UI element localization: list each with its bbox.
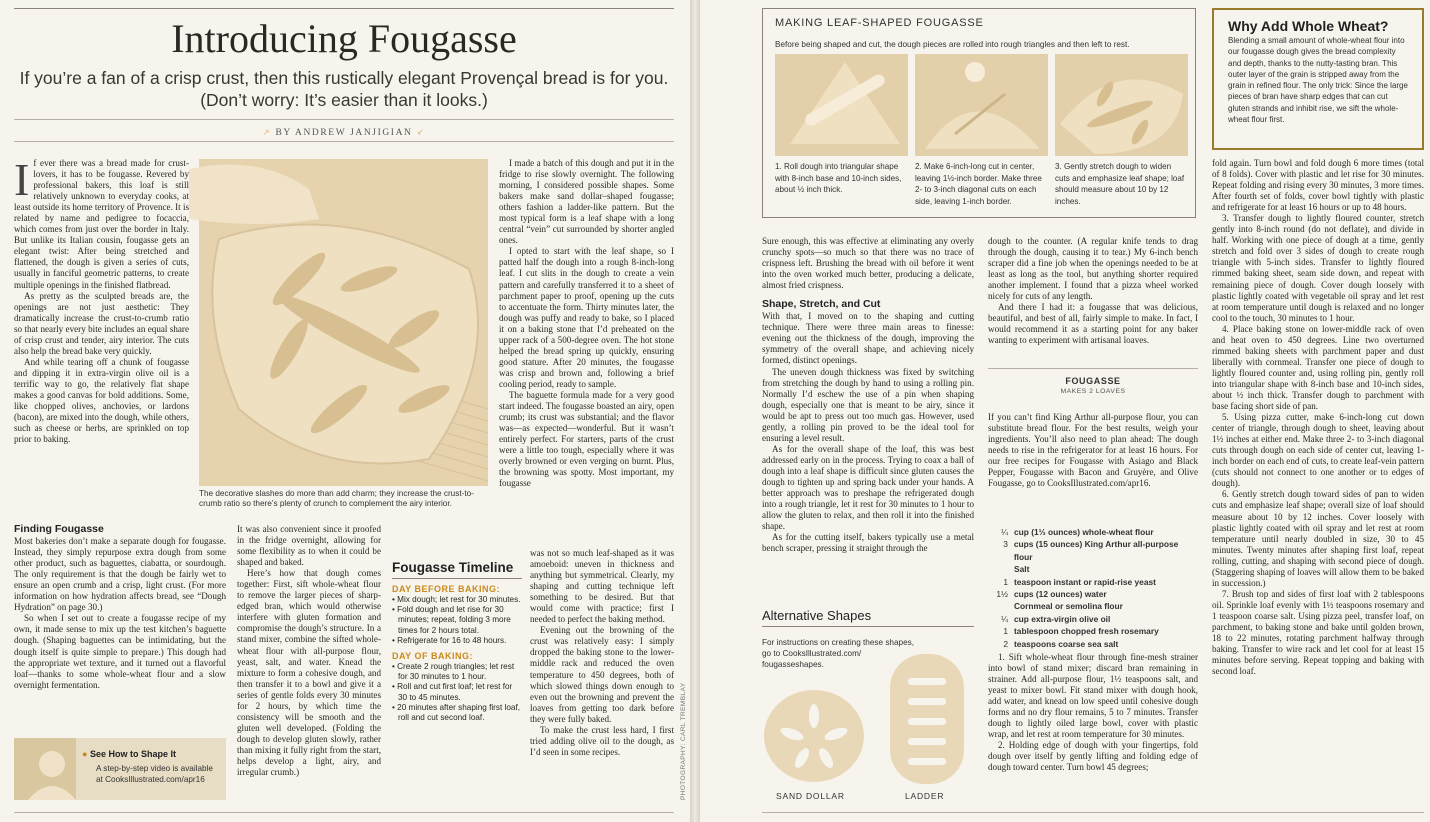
ladder-shape-icon bbox=[882, 650, 972, 788]
paragraph: With that, I moved on to the shaping and cutting technique. There were three main areas to finesse: evening out the thickness of the dough, improving the symmetry of the overall shape, and achieving nicely formed, distinct openings. bbox=[762, 311, 974, 366]
sand-dollar-label: SAND DOLLAR bbox=[776, 791, 845, 801]
ingredient-row bbox=[988, 538, 1198, 563]
paragraph: It was also convenient since it proofed in the fridge overnight, allowing for some flexibility as to when it could be shaped and baked. bbox=[237, 524, 381, 568]
video-title: See How to Shape It bbox=[89, 749, 176, 759]
page-gutter bbox=[690, 0, 700, 822]
ingredient-text: tablespoon chopped fresh rosemary bbox=[1014, 626, 1159, 637]
ingredient-text: teaspoons coarse sea salt bbox=[1014, 638, 1119, 649]
column-4-lower bbox=[530, 548, 674, 806]
right-page bbox=[700, 0, 1430, 822]
recipe-step: 3. Transfer dough to lightly floured counter, stretch gently into 8-inch round (do not deflate), and divide in half. Working with one piece of dough at a time, gently stretch and fold over 3 sides of dough to create rough triangle with 5-inch sides. Transfer to lightly floured rimmed baking sheet, seam side down, and repeat with remaining piece of dough. Cover dough loosely with plastic lightly coated with vegetable oil spray and let rest at room temperature until dough is relaxed and no longer cool to the touch, 30 minutes to 1 hour. bbox=[1212, 213, 1424, 323]
column-2-lower bbox=[237, 524, 381, 806]
recipe-step: 1. Sift whole-wheat flour through fine-mesh strainer into bowl of stand mixer; discard bran remaining in strainer. Add all-purpose flour, 1½ teaspoons salt, and yeast to mixer bowl. Fit stand mixer with dough hook, add water, and knead on low speed until cohesive dough forms and no dry flour remains, 5 to 7 minutes. Transfer dough to lightly oiled large bowl, cover with plastic wrap, and let rest at room temperature for 30 minutes. bbox=[988, 652, 1198, 740]
timeline-day-before-heading: DAY BEFORE BAKING: bbox=[392, 584, 501, 594]
recipe-step: 5. Using pizza cutter, make 6-inch-long cut down center of triangle, through dough to sheet, leaving about 1½ inches at either end. Make three 2- to 3-inch diagonal cuts through dough on each side of center cut, leaving 1-inch border on each end of cuts, to create leaf-vein pattern (cuts should not connect to one another or to edges of dough). bbox=[1212, 412, 1424, 489]
step-3-caption: 3. Gently stretch dough to widen cuts and emphasize leaf shape; loaf should measure about 10 by 12 inches. bbox=[1055, 162, 1185, 206]
paragraph: So when I set out to create a fougasse recipe of my own, it made sense to mix up the test kitchen’s baguette dough. (Shaping baguettes can be intimidating, but the dough itself is quite simple to prepare.) This dough had the appropriate wet texture, and it turned out a flavorful loaf—thanks to some whole-wheat flour and a slow overnight fermentation. bbox=[14, 613, 226, 690]
whole-wheat-text: Blending a small amount of whole-wheat flour into our fougasse dough gives the bread complexity and depth, thanks to the nutty-tasting bran. This outer layer of the grain is stripped away from the grain in refined flour. The only trick: Since the large pieces of bran have sharp edges that can cut gluten strands and inhibit rise, we sift the whole-wheat flour first. bbox=[1228, 36, 1408, 125]
shape-stretch-cut-heading: Shape, Stretch, and Cut bbox=[762, 298, 881, 311]
sand-dollar-shape-icon bbox=[762, 686, 872, 786]
left-page bbox=[0, 0, 690, 822]
ingredient-text: Salt bbox=[1014, 564, 1030, 575]
making-intro: Before being shaped and cut, the dough pieces are rolled into rough triangles and then left to rest. bbox=[775, 40, 1130, 49]
bottom-rule bbox=[14, 812, 674, 813]
subtitle-line-2: (Don’t worry: It’s easier than it looks.) bbox=[200, 90, 488, 110]
bottom-rule-right bbox=[762, 812, 1424, 813]
recipe-step: 4. Place baking stone on lower-middle rack of oven and heat oven to 450 degrees. Line two overturned rimmed baking sheets with parchment paper and dust liberally with cornmeal. Transfer one piece of dough to lightly floured counter and, using rolling pin, gently roll into triangular shape with 8-inch base and 10-inch sides, about ½ inch thick. Transfer dough to parchment with base facing short side of pan. bbox=[1212, 323, 1424, 412]
timeline-item: • Refrigerate for 16 to 48 hours. bbox=[392, 635, 507, 645]
top-rule bbox=[14, 8, 674, 9]
main-photo bbox=[199, 159, 488, 486]
timeline-item: • Roll and cut first loaf; let rest for 30 to 45 minutes. bbox=[392, 682, 513, 702]
paragraph: To make the crust less hard, I first tried adding olive oil to the dough, as I’d seen in some recipes. bbox=[530, 724, 674, 757]
chef-portrait-icon bbox=[14, 738, 76, 800]
timeline-item: • Mix dough; let rest for 30 minutes. bbox=[392, 595, 521, 604]
recipe-rule bbox=[988, 368, 1198, 369]
right-column-3 bbox=[1212, 158, 1424, 808]
ingredient-row bbox=[988, 600, 1198, 612]
video-title-row bbox=[82, 749, 176, 759]
recipe-yield: MAKES 2 LOAVES bbox=[1060, 388, 1126, 395]
ingredient-row bbox=[988, 625, 1198, 637]
cut-dough-icon bbox=[915, 54, 1048, 156]
alt-line-3: fougasseshapes. bbox=[762, 660, 824, 669]
step-2-caption: 2. Make 6-inch-long cut in center, leaving 1½-inch border. Make three 2- to 3-inch diagonal cuts on each side, leaving 1-inch border. bbox=[915, 162, 1042, 206]
timeline-item: • 20 minutes after shaping first loaf, roll and cut second loaf. bbox=[392, 702, 521, 723]
main-photo-caption: The decorative slashes do more than add charm; they increase the crust-to-crumb ratio so there’s plenty of crunch to complement the airy interior. bbox=[199, 489, 474, 508]
video-link[interactable]: at CooksIllustrated.com/apr16 bbox=[96, 775, 205, 784]
paragraph: The baguette formula made for a very good start indeed. The fougasse boasted an airy, open crumb; its crust was substantial; and the flavor was—as expected—wonderful. But it wasn’t entirely perfect. For starters, parts of the crust were a little too tough, especially where it was overly browned or even verging on burnt. Plus, the browning was spotty. Most important, my fougasse bbox=[499, 389, 674, 489]
ingredient-text: teaspoon instant or rapid-rise yeast bbox=[1014, 576, 1156, 587]
paragraph: As for the overall shape of the loaf, this was best addressed early on in the process. Trying to coax a ball of dough into a leaf shape is difficult since gluten causes the dough to tighten up and spring back under your hands. A better approach was to preshape the refrigerated dough into a rough triangle, let it rest for 30 minutes to 1 hour to allow the gluten to relax, and then roll it into the finished shape. bbox=[762, 443, 974, 532]
step-1-photo bbox=[775, 54, 908, 156]
timeline-item: • Fold dough and let rise for 30 minutes; repeat, folding 3 more times for 2 hours total. bbox=[392, 605, 511, 635]
paragraph: As for the cutting itself, bakers typically use a metal bench scraper, pressing it straight through the bbox=[762, 532, 974, 554]
timeline-item: • Create 2 rough triangles; let rest for 30 minutes to 1 hour. bbox=[392, 662, 515, 682]
column-1 bbox=[14, 154, 190, 514]
ingredient-row bbox=[988, 613, 1198, 625]
ingredient-quantity: ¼ bbox=[1001, 527, 1008, 537]
byline-text: BY ANDREW JANJIGIAN bbox=[275, 128, 413, 138]
ingredient-quantity: 1 bbox=[1003, 576, 1008, 587]
roll-dough-icon bbox=[775, 54, 908, 156]
timeline-title: Fougasse Timeline bbox=[392, 560, 522, 579]
play-circle-icon: ● bbox=[82, 749, 88, 759]
paragraph: Sure enough, this was effective at eliminating any overly crunchy spots—so much so that there was no trace of crispness left. Brushing the bread with oil before it went into the oven worked much better, producing a delicate, almost fried crispness. bbox=[762, 236, 974, 291]
whole-wheat-title: Why Add Whole Wheat? bbox=[1228, 18, 1389, 34]
paragraph: The uneven dough thickness was fixed by switching from stretching the dough by hand to using a rolling pin. Normally I’d eschew the use of a pin when shaping dough, especially one that is meant to be airy, since it would be apt to press out too much gas. However, used gently, a rolling pin proved to be the ideal tool for ensuring a level result. bbox=[762, 366, 974, 443]
recipe-step: 6. Gently stretch dough toward sides of pan to widen cuts and emphasize leaf shape; overall size of loaf should measure about 10 by 12 inches. Cover loosely with plastic lightly coated with oil spray and let rest at room temperature until nearly doubled in size, 30 to 45 minutes. Twenty minutes after shaping first loaf, repeat rolling, cutting, and shaping with second piece of dough. (Staggering shaping of loaves will allow them to be baked in succession.) bbox=[1212, 489, 1424, 588]
paragraph: I opted to start with the leaf shape, so I patted half the dough into a rough 8-inch-long leaf. I cut slits in the dough to create a vein pattern and carefully transferred it to a sheet of parchment paper to proof, opening up the cuts to accentuate the form. Thirty minutes later, the dough was puffy and ready to bake, so I placed it on a baking stone that I’d preheated on the upper rack of a 500-degree oven. The hot stone helped the bread spring up quickly, ensuring good stature. After 20 minutes, the fougasse was crisp and brown and, following a brief cooling period, ready to sample. bbox=[499, 246, 674, 389]
video-line-1: A step-by-step video is available bbox=[96, 764, 213, 773]
recipe-step: 2. Holding edge of dough with your fingertips, fold dough over itself by gently lifting and folding edge of dough toward center. Turn bowl 45 degrees; bbox=[988, 740, 1198, 773]
recipe-intro bbox=[988, 412, 1198, 518]
fougasse-timeline bbox=[392, 560, 522, 723]
alt-shapes-title: Alternative Shapes bbox=[762, 608, 974, 627]
intro-text: f ever there was a bread made for crust-lovers, it has to be fougasse. Revered by professional bakers, this loaf is still relatively unknown to everyday cooks, at least outside its home territory of Provence. It is related by name and pedigree to focaccia, which comes from just over the border in Italy. But unlike its Italian cousin, fougasse gets an elegant twist: After being stretched and flattened, the dough is given a series of cuts, usually in fanciful geometric patterns, to create multiple openings in the finished flatbread. bbox=[14, 158, 190, 290]
making-title: MAKING LEAF-SHAPED FOUGASSE bbox=[775, 17, 984, 29]
recipe-title: FOUGASSE bbox=[1065, 376, 1121, 386]
subtitle-line-1: If you’re a fan of a crisp crust, then this rustically elegant Provençal bread is for you. bbox=[19, 68, 669, 88]
article-subtitle bbox=[14, 67, 674, 111]
paragraph: Evening out the browning of the crust was relatively easy: I simply dropped the baking stone to the lower-middle rack and reduced the oven temperature to 450 degrees, both of which slowed things down enough to even out the browning and prevent the loaves from getting too dark before they were fully baked. bbox=[530, 625, 674, 724]
ingredient-quantity: ¼ bbox=[1001, 613, 1008, 624]
ingredient-quantity: 3 bbox=[1003, 539, 1008, 550]
finding-fougasse-heading: Finding Fougasse bbox=[14, 523, 104, 535]
article-title: Introducing Fougasse bbox=[171, 16, 517, 61]
byline-ornament-right: ⸔ bbox=[412, 128, 426, 138]
column-3 bbox=[499, 158, 674, 546]
recipe-step: fold again. Turn bowl and fold dough 6 more times (total of 8 folds). Cover with plastic and let rise for 30 minutes. Repeat folding and rising every 30 minutes, 3 more times. After fourth set of folds, cover bowl tightly with plastic and refrigerate for at least 16 hours or up to 48 hours. bbox=[1212, 158, 1424, 213]
byline-ornament-left: ⸕ bbox=[262, 128, 276, 138]
paragraph: Here’s how that dough comes together: First, sift whole-wheat flour to remove the larger pieces of sharp-edged bran, which would otherwise interfere with gluten formation and compromise the dough’s structure. In a stand mixer, combine the sifted whole-wheat flour with all-purpose flour, yeast, salt, and water. Knead the mixture to form a cohesive dough, and then transfer it to a bowl and give it a series of gentle folds every 30 minutes for 2 hours, by which time the consistency will be smooth and the gluten well developed. (Folding the dough to develop gluten slowly, rather than mixing it fully right from the start, helps develop a light, airy, and irregular crumb.) bbox=[237, 568, 381, 778]
ingredients-list bbox=[988, 526, 1198, 650]
photo-credit: PHOTOGRAPHY: CARL TREMBLAY bbox=[680, 682, 687, 800]
alternative-shapes bbox=[762, 608, 974, 808]
ladder-label: LADDER bbox=[905, 791, 945, 801]
ingredient-row bbox=[988, 638, 1198, 650]
recipe-steps-start bbox=[988, 652, 1198, 808]
paragraph: dough to the counter. (A regular knife tends to drag through the dough, causing it to tear.) My 6-inch bench scraper did a fine job when the openings needed to be at least as long as the tool, but anything shorter required another implement. I found that a pizza wheel worked nicely for cuts of any length. bbox=[988, 236, 1198, 302]
fougasse-photo-illustration bbox=[199, 159, 488, 486]
recipe-intro-text: If you can’t find King Arthur all-purpose flour, you can substitute bread flour. For the best results, weigh your ingredients. You’ll also need to plan ahead: The dough needs to rise in the refrigerator for at least 16 hours. For our free recipes for Fougasse with Asiago and Black Pepper, Fougasse with Bacon and Gruyère, and Olive Fougasse, go to CooksIllustrated.com/apr16. bbox=[988, 412, 1198, 489]
paragraph: As pretty as the sculpted breads are, the openings are not just aesthetic: They dramatically increase the crust-to-crumb ratio so that nearly every bite includes an equal share of crisp crust and tender, airy interior. The cuts also help the bread bake very quickly. bbox=[14, 290, 189, 356]
making-leaf-box bbox=[762, 8, 1196, 218]
ingredient-quantity bbox=[988, 600, 1014, 612]
ingredient-quantity: 1 bbox=[1003, 626, 1008, 637]
ingredient-row bbox=[988, 526, 1198, 538]
step-1-caption: 1. Roll dough into triangular shape with 8-inch base and 10-inch sides, about ½ inch thick. bbox=[775, 162, 902, 195]
finding-fougasse-section bbox=[14, 524, 226, 730]
alt-link[interactable]: go to CooksIllustrated.com/ bbox=[762, 649, 862, 658]
intro-paragraph bbox=[14, 154, 190, 291]
recipe-step: 7. Brush top and sides of first loaf with 2 tablespoons oil. Sprinkle loaf evenly with 1½ teaspoons rosemary and 1 teaspoon coarse salt. Using pizza peel, transfer loaf, on parchment, to baking stone and bake until golden brown, 18 to 22 minutes, rotating parchment halfway through baking. Transfer to wire rack and let cool for at least 15 minutes before serving. Repeat topping and baking with second loaf. bbox=[1212, 588, 1424, 677]
video-callout[interactable] bbox=[14, 738, 226, 800]
step-3-photo bbox=[1055, 54, 1188, 156]
timeline-day-of-heading: DAY OF BAKING: bbox=[392, 651, 474, 662]
byline bbox=[14, 125, 674, 138]
ingredient-text: cup extra-virgin olive oil bbox=[1014, 613, 1111, 624]
paragraph: And while tearing off a chunk of fougasse and dipping it in extra-virgin olive oil is a terrific way to go, the relatively flat shape makes a good canvas for bold additions. Some, like chopped olives, anchovies, or lardons (bacon), are mixed into the dough, while others, such as cheese or herbs, are sprinkled on top prior to baking. bbox=[14, 356, 189, 445]
video-text bbox=[96, 763, 213, 785]
step-2-photo bbox=[915, 54, 1048, 156]
ingredient-quantity: 2 bbox=[1003, 638, 1008, 649]
ingredient-text: cups (15 ounces) King Arthur all-purpose flour bbox=[1013, 539, 1179, 562]
ingredient-row bbox=[988, 588, 1198, 600]
ingredient-text: Cornmeal or semolina flour bbox=[1014, 601, 1123, 612]
paragraph: was not so much leaf-shaped as it was amoeboid: uneven in thickness and anything but symmetrical. Clearly, my shaping and cutting technique left something to be desired. But that would come with practice; first I needed to perfect the baking method. bbox=[530, 548, 674, 625]
drop-cap: I bbox=[14, 154, 30, 205]
ingredient-text: cup (1⅓ ounces) whole-wheat flour bbox=[1014, 527, 1154, 537]
alt-line-1: For instructions on creating these shapes, bbox=[762, 638, 915, 647]
paragraph: And there I had it: a fougasse that was delicious, beautiful, and best of all, fairly simple to make. In fact, I would recommend it as a starting point for any baker wanting to experiment with artisanal loaves. bbox=[988, 302, 1198, 346]
ingredient-quantity bbox=[988, 563, 1014, 575]
ingredient-text: cups (12 ounces) water bbox=[1014, 589, 1107, 600]
right-column-2 bbox=[988, 236, 1198, 346]
whole-wheat-sidebar bbox=[1212, 8, 1424, 150]
paragraph: I made a batch of this dough and put it in the fridge to rise slowly overnight. The following morning, I considered possible shapes. Some bakers make sand dollar–shaped fougasse; others fashion a ladder-like pattern. But the most typical form is a leaf shape with a long central “vein” cut surrounded by shorter angled ones. bbox=[499, 158, 674, 246]
paragraph: Most bakeries don’t make a separate dough for fougasse. Instead, they simply repurpose extra dough from some other product, such as baguettes, ciabatta, or sourdough. The only requirement is that the dough be fairly wet to ensure an open crumb and a crisp, light crust. (For more information on how hydration affects bread, see “Dough Hydration” on page 30.) bbox=[14, 536, 226, 613]
right-column-1 bbox=[762, 236, 974, 600]
ingredient-quantity: 1½ bbox=[996, 589, 1008, 600]
ingredient-row bbox=[988, 563, 1198, 575]
byline-rule-bottom bbox=[14, 141, 674, 142]
byline-rule-top bbox=[14, 119, 674, 120]
stretch-dough-icon bbox=[1055, 54, 1188, 156]
ingredient-row bbox=[988, 576, 1198, 588]
video-thumbnail bbox=[14, 738, 76, 800]
